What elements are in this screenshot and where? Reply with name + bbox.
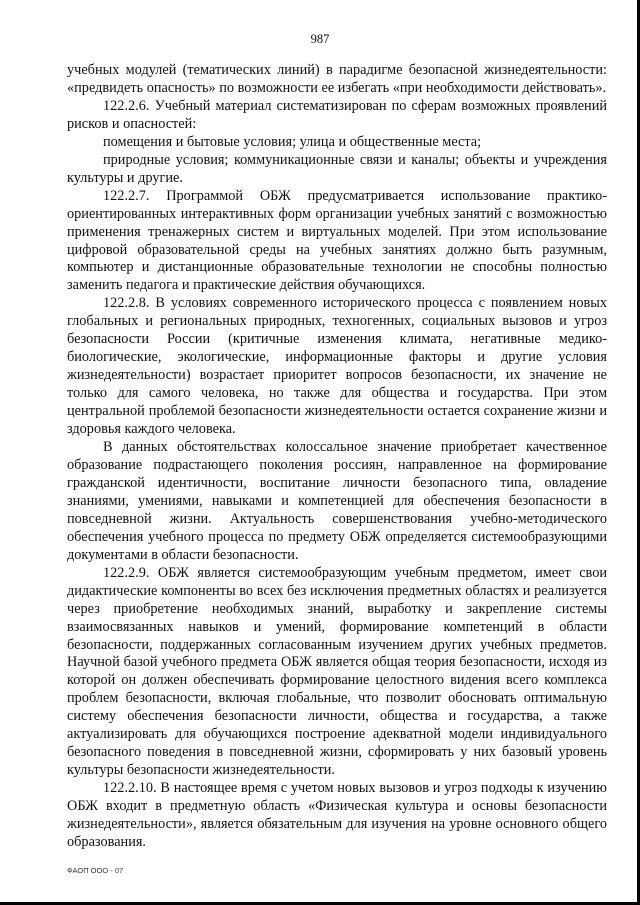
footer-document-code: ФАОП ООО - 07 — [67, 866, 124, 875]
list-item-natural-conditions: природные условия; коммуникационные связи и каналы; объекты и учреждения культуры и другие. — [67, 151, 607, 186]
paragraph-122-2-7: 122.2.7. Программой ОБЖ предусматривается использование практико-ориентированных интерактивных форм организации учебных занятий с возможностью применения тренажерных систем и виртуальных моделей. При этом использование цифровой образовательной среды на учебных занятиях должно быть разумным, компьютер и дистанционные образовательные технологии не способны полностью заменить педагога и практические действия обучающихся. — [67, 187, 607, 294]
paragraph-122-2-8: 122.2.8. В условиях современного исторического процесса с появлением новых глобальных и региональных природных, техногенных, социальных вызовов и угроз безопасности России (критичные изменения климата, негативные медико-биологические, экологические, информационные факторы и другие условия жизнедеятельности) возрастает приоритет вопросов безопасности, их значение не только для самого человека, но также для общества и государства. При этом центральной проблемой безопасности жизнедеятельности остается сохранение жизни и здоровья каждого человека. — [67, 295, 607, 438]
paragraph-122-2-6: 122.2.6. Учебный материал систематизирован по сферам возможных проявлений рисков и опасностей: — [67, 97, 607, 132]
document-body — [67, 62, 607, 852]
paragraph-continuation: учебных модулей (тематических линий) в парадигме безопасной жизнедеятельности: «предвидеть опасность» по возможности ее избегать «при необходимости действовать». — [67, 62, 607, 96]
page-number: 987 — [310, 32, 330, 46]
paragraph-122-2-9: 122.2.9. ОБЖ является системообразующим учебным предметом, имеет свои дидактические компоненты во всех без исключения предметных областях и реализуется через приобретение необходимых знаний, выработку и закрепление системы взаимосвязанных навыков и умений, формирование компетенций в области безопасности, поддержанных согласованным изучением других учебных предметов. Научной базой учебного предмета ОБЖ является общая теория безопасности, исходя из которой он должен обеспечивать формирование целостного видения всего комплекса проблем безопасности, включая глобальные, что позволит обосновать оптимальную систему обеспечения безопасности личности, общества и государства, а также актуализировать для обучающихся построение адекватной модели индивидуального безопасного поведения в повседневной жизни, сформировать у них базовый уровень культуры безопасности жизнедеятельности. — [67, 564, 607, 779]
paragraph-122-2-10: 122.2.10. В настоящее время с учетом новых вызовов и угроз подходы к изучению ОБЖ входит в предметную область «Физическая культура и основы безопасности жизнедеятельности», является обязательным для изучения на уровне основного общего образования. — [67, 780, 607, 850]
list-item-premises: помещения и бытовые условия; улица и общественные места; — [103, 133, 482, 150]
paragraph-circumstances: В данных обстоятельствах колоссальное значение приобретает качественное образование подрастающего поколения россиян, направленное на формирование гражданской идентичности, воспитание личности безопасного типа, овладение знаниями, умениями, навыками и компетенцией для обеспечения безопасности в повседневной жизни. Актуальность совершенствования учебно-методического обеспечения учебного процесса по предмету ОБЖ определяется системообразующими документами в области безопасности. — [67, 439, 607, 563]
